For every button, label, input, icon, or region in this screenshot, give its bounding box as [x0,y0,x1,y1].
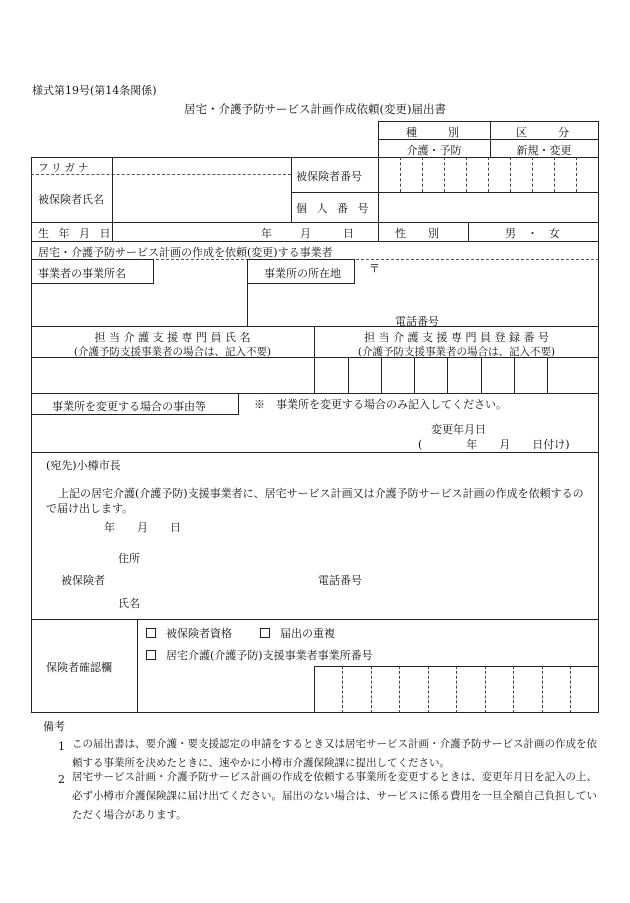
declaration-phone-label: 電話番号 [318,574,362,587]
checkbox-icon [146,628,156,638]
change-reason-note: ※ 事業所を変更する場合のみ記入してください。 [254,398,507,411]
insured-number-label: 被保険者番号 [296,170,362,183]
addressee: (宛先)小樽市長 [46,459,121,472]
care-manager-reg-label: 担 当 介 護 支 援 専 門 員 登 録 番 号 [364,331,549,344]
declaration-date: 年 月 日 [104,521,181,534]
insured-name-label: 被保険者氏名 [38,193,104,206]
division-value: 新規・変更 [516,144,572,157]
form-title: 居宅・介護予防サービス計画作成依頼(変更)届出書 [184,102,446,116]
birth-day: 日 [343,227,354,240]
gender-options: 男 ・ 女 [505,227,560,240]
office-phone-label: 電話番号 [395,315,439,328]
care-manager-name-label: 担 当 介 護 支 援 専 門 員 氏 名 [94,331,251,344]
office-address-label: 事業所の所在地 [264,267,341,280]
check-duplicate: 届出の重複 [260,625,335,641]
type-value: 介護・予防 [406,144,462,157]
insured-label: 被保険者 [61,574,105,587]
check-qualification: 被保険者資格 [146,625,232,641]
remark-2-text: 居宅サービス計画・介護予防サービス計画の作成を依頼する事業所を変更するときは、変更年月日を記入の上、必ず小樽市介護保険課に届け出てください。届出のない場合は、サービスに係る費用を一旦全額自己負担していただく場合があります。 [72,771,597,821]
remark-2-number: 2 [58,773,65,786]
division-label: 区 分 [516,126,572,139]
birth-year: 年 [261,227,272,240]
type-label: 種 別 [406,126,462,139]
office-name-label: 事業者の事業所名 [38,267,126,280]
postal-mark: 〒 [369,262,380,275]
form-number: 様式第19号(第14条関係) [32,84,157,97]
birth-month: 月 [300,227,311,240]
personal-number-label: 個 人 番 号 [296,202,372,215]
remark-1-number: 1 [58,740,65,753]
birthdate-label: 生 年 月 日 [38,227,114,240]
office-section-title: 居宅・介護予防サービス計画の作成を依頼(変更)する事業者 [38,246,333,259]
change-date-label: 変更年月日 [431,423,486,436]
name-label: 氏名 [118,597,140,610]
insurer-section-label: 保険者確認欄 [46,661,112,674]
address-label: 住所 [118,552,140,565]
remark-1-text: この届出書は、要介護・要支援認定の申請をするとき又は居宅サービス計画・介護予防サービス計画の作成を依頼する事業所を決めたときに、速やかに小樽市介護保険課に提出してください。 [72,738,597,769]
change-date-format: ( 年 月 日付け) [418,438,570,451]
gender-label: 性 別 [395,227,439,240]
check-office-number: 居宅介護(介護予防)支援事業者事業所番号 [146,647,373,663]
care-manager-name-note: (介護予防支援事業者の場合は、記入不要) [73,346,272,358]
checkbox-icon [146,650,156,660]
furigana-label: フリガナ [38,162,92,174]
change-reason-label: 事業所を変更する場合の事由等 [52,400,206,413]
declaration-body: 上記の居宅介護(介護予防)支援事業者に、居宅サービス計画又は介護予防サービス計画の作成を依頼するので届け出します。 [46,487,584,515]
care-manager-reg-note: (介護予防支援事業者の場合は、記入不要) [357,346,556,358]
remarks-title: 備考 [43,720,65,733]
checkbox-icon [260,628,270,638]
